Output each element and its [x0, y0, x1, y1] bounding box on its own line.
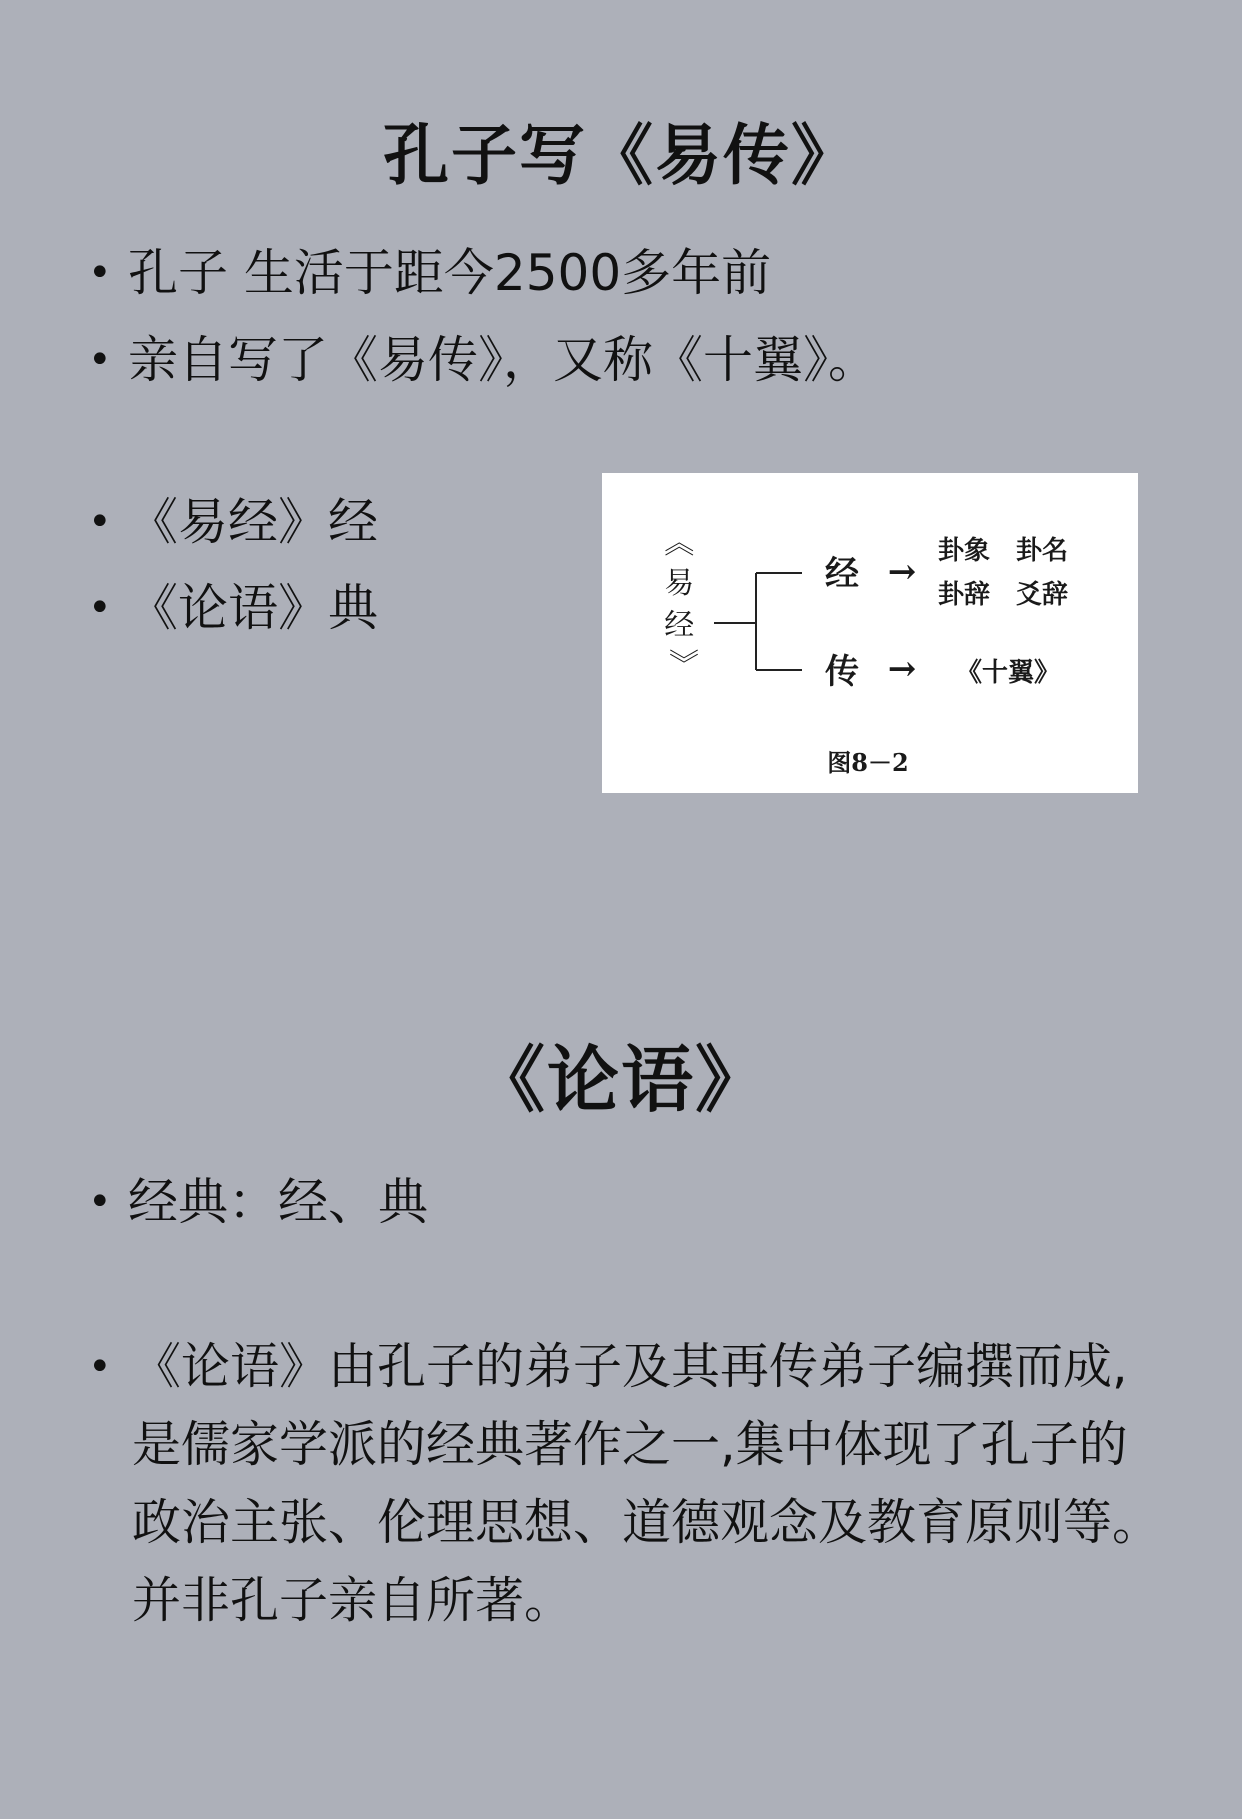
- diagram-caption: 图8－2: [827, 748, 909, 777]
- bullet-text: 经典：经、典: [128, 1173, 428, 1231]
- diagram-item: 卦辞: [937, 580, 991, 610]
- diagram-branch-jing: 经: [825, 554, 859, 594]
- section-title-yizhuan: 孔子写《易传》: [383, 117, 859, 194]
- paragraph-text: 《论语》由孔子的弟子及其再传弟子编撰而成,是儒家学派的经典著作之一,集中体现了孔子的政治主张、伦理思想、道德观念及教育原则等。并非孔子亲自所著。: [132, 1338, 1162, 1629]
- bullet-dot: •: [88, 499, 112, 545]
- diagram-root-char-2: 经: [664, 608, 695, 643]
- bullet-dot: •: [88, 250, 112, 296]
- bullet-dot: •: [88, 585, 112, 631]
- yijing-structure-diagram: [602, 473, 1138, 793]
- bullet-text: 《论语》典: [128, 579, 378, 637]
- diagram-canvas: [602, 473, 1138, 793]
- diagram-branch-zhuan: 传: [825, 652, 859, 692]
- diagram-root-char-1: 易: [664, 566, 695, 601]
- bullet-dot: •: [88, 1344, 112, 1390]
- diagram-item: 卦象: [937, 536, 991, 566]
- arrow-right-icon: →: [887, 552, 917, 592]
- bullet-dot: •: [88, 337, 112, 383]
- section-title-lunyu: 《论语》: [472, 1038, 769, 1122]
- diagram-root-label: [664, 526, 704, 683]
- bullet-text: 孔子 生活于距今2500多年前: [128, 244, 772, 302]
- diagram-item-shiyi: 《十翼》: [955, 658, 1061, 688]
- diagram-item: 爻辞: [1015, 580, 1069, 610]
- bullet-text: 亲自写了《易传》，又称《十翼》。: [128, 331, 878, 389]
- diagram-root-open: ︽: [664, 526, 695, 561]
- bullet-text: 《易经》经: [128, 493, 378, 551]
- diagram-root-close: ︾: [669, 648, 699, 683]
- arrow-right-icon: →: [887, 649, 917, 689]
- diagram-item: 卦名: [1015, 536, 1069, 566]
- bullet-dot: •: [88, 1179, 112, 1225]
